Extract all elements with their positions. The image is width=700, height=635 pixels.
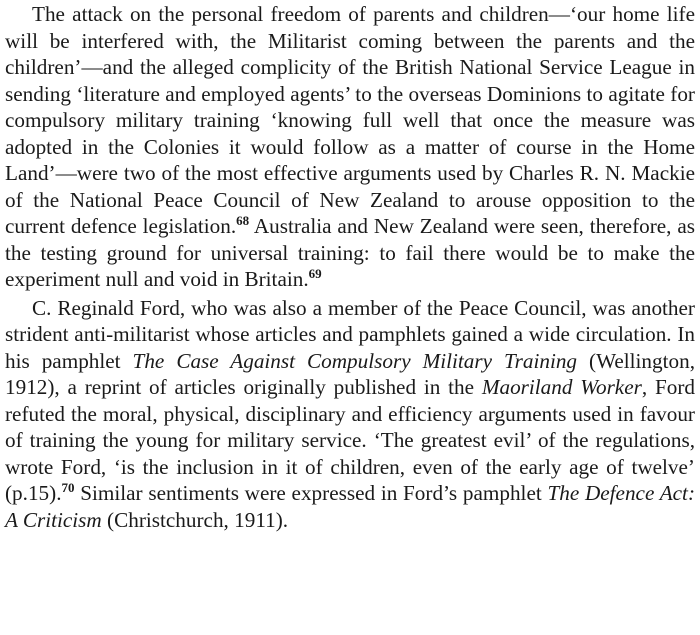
paragraph-text: Australia and New Zealand were seen, therefore, as the testing ground for universal training: to fail there would be to make the experiment null and void in Britain. [5, 214, 695, 291]
paragraph-text: (Christchurch, 1911). [101, 507, 289, 532]
paragraph-text: C. Reginald Ford, who was also a member of the Peace Council, was another strident anti-militarist whose articles and pamphlets gained a wide circulation. In his pamphlet [5, 295, 695, 373]
pamphlet-title: The Defence Act: A Criticism [5, 481, 695, 532]
paragraph-1 [5, 1, 695, 293]
footnote-ref-69[interactable]: 69 [308, 266, 322, 281]
paragraph-2 [5, 295, 695, 534]
footnote-ref-68[interactable]: 68 [236, 213, 250, 228]
paragraph-text: Similar sentiments were expressed in Ford’s pamphlet [74, 481, 548, 505]
footnote-ref-70[interactable]: 70 [61, 480, 75, 495]
paragraph-text: , Ford refuted the moral, physical, disciplinary and efficiency arguments used in favour of training the young for military service. ‘The greatest evil’ of the regulations, wrote Ford, ‘is the inclusion in it of children, even of the early age of twelve’ (p.15). [5, 375, 696, 505]
paragraph-text: (Wellington, 1912), a reprint of articles originally published in the [5, 348, 695, 399]
paragraph-text: The attack on the personal freedom of parents and children—‘our home life will be interfered with, the Militarist coming between the parents and the children’—and the alleged complicity of the British National Service League in sending ‘literature and employed agents’ to the overseas Dominions to agitate for compulsory military training ‘knowing full well that once the measure was adopted in the Colonies it would follow as a matter of course in the Home Land’—were two of the most effective arguments used by Charles R. N. Mackie of the National Peace Council of New Zealand to arouse opposition to the current defence legislation. [5, 2, 695, 238]
publication-title: Maoriland Worker [481, 375, 642, 399]
pamphlet-title: The Case Against Compulsory Military Training [132, 348, 578, 373]
document-page [5, 1, 695, 533]
